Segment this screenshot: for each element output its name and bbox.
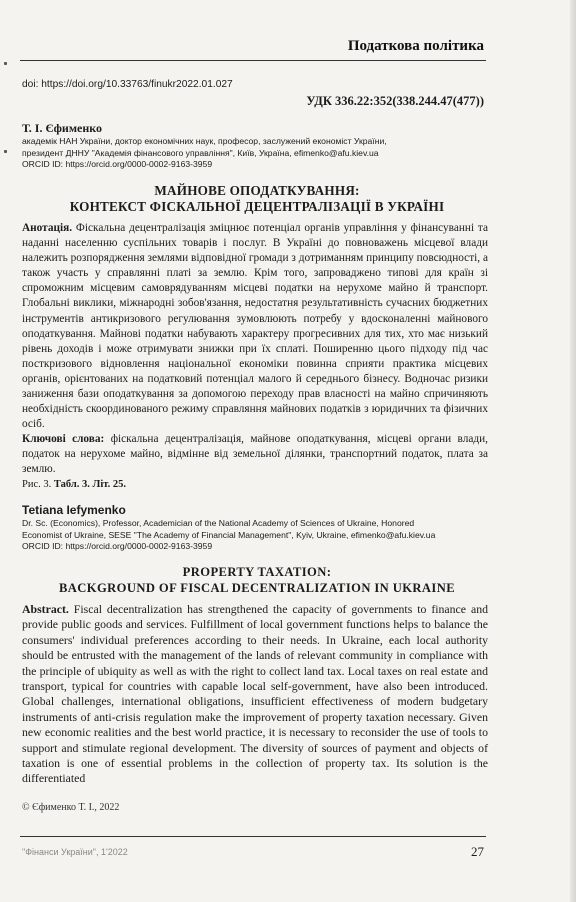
- author-block-ua: [22, 121, 492, 171]
- author-block-en: [22, 503, 492, 553]
- footer-rule: [20, 836, 486, 837]
- scan-edge: [570, 0, 576, 902]
- article-title-en: [22, 564, 492, 596]
- header-rule: [20, 60, 486, 61]
- udc-code: УДК 336.22:352(338.244.47(477)): [306, 94, 484, 108]
- author-affiliation-ua: академік НАН України, доктор економічних наук, професор, заслужений економіст України,: [22, 136, 387, 146]
- title-en-line2: BACKGROUND OF FISCAL DECENTRALIZATION IN UKRAINE: [58, 581, 455, 595]
- title-ua-line2: КОНТЕКСТ ФІСКАЛЬНОЇ ДЕЦЕНТРАЛІЗАЦІЇ В УКРАЇНІ: [69, 199, 445, 214]
- author-affiliation-ua: президент ДННУ "Академія фінансового управління", Київ, Україна, efimenko@afu.kiev.ua: [22, 147, 379, 158]
- keywords-ua-text: фіскальна децентралізація, майнове оподаткування, місцеві органи влади, податок на нерухоме майно, відмінне від земельної ділянки, транспортний податок, плата за землю.: [22, 433, 489, 476]
- author-orcid-en[interactable]: ORCID ID: https://orcid.org/0000-0002-9163-3959: [22, 541, 213, 552]
- author-name-en: Tetiana Iefymenko: [22, 503, 126, 517]
- article-title-ua: [22, 183, 492, 215]
- abstract-en: [22, 602, 488, 787]
- author-orcid-ua[interactable]: ORCID ID: https://orcid.org/0000-0002-9163-3959: [22, 159, 213, 170]
- stats-rest: Табл. 3. Літ. 25.: [51, 479, 126, 490]
- author-affiliation-en: Dr. Sc. (Economics), Professor, Academician of the National Academy of Sciences of Ukraine, Honored: [22, 518, 415, 528]
- title-en-line1: PROPERTY TAXATION:: [182, 565, 332, 579]
- page-number: 27: [471, 844, 484, 859]
- copyright: © Єфименко Т. І., 2022: [22, 802, 120, 813]
- author-affiliation-en: Economist of Ukraine, SESE "The Academy of Financial Management", Kyiv, Ukraine, efimenko@afu.kiev.ua: [22, 529, 436, 540]
- journal-issue: "Фінанси України", 1'2022: [22, 847, 128, 857]
- doi-link[interactable]: doi: https://doi.org/10.33763/finukr2022.01.027: [22, 79, 233, 90]
- keywords-ua-label: Ключові слова:: [22, 433, 105, 445]
- abstract-ua-text: Фіскальна децентралізація зміцнює потенціал органів управління у фінансуванні та наданні населенню суспільних товарів і послуг. В Україні до повноважень місцевої влади належить розпорядження землями відповідної громади з дотриманням принципу повсюдності, а також участь у справлянні платі за землю. Крім того, запроваджено типові для країн зі спроможним місцевим самоврядуванням місцеві податки на нерухоме майно й транспорт. Глобальні виклики, міжнародні зобов'язання, недостатня результативність сучасних бюджетних інструментів антикризового регулювання зумовлюють потребу у вдосконаленні майнового оподаткування. Майнові податки набувають характеру прогресивних для тих, хто має низький рівень доходів і може отримувати знижки при їх сплаті. Поширенню цього підходу під час посткризового відновлення національної економіки повинна сприяти практика місцевих органів, орієнтованих на податковий потенціал малого й середнього бізнесу. Водночас ризики заниження бази оподаткування за допомогою переходу прав власності на майно спричиняють необхідність скоординованого режиму справляння майнових податків з юридичних та фізичних осіб.: [22, 222, 488, 431]
- abstract-en-label: Abstract.: [22, 602, 69, 616]
- author-name-ua: Т. І. Єфименко: [22, 121, 102, 135]
- abstract-ua: [22, 221, 488, 432]
- scan-mark: [4, 62, 7, 65]
- section-title: Податкова політика: [347, 38, 484, 54]
- abstract-ua-label: Анотація.: [22, 222, 73, 234]
- abstract-en-text: Fiscal decentralization has strengthened the capacity of governments to finance and provide public goods and services. Fulfillment of local government functions helps to balance the consumers' individual preferences according to their needs. In Ukraine, each local authority should be entrusted with the management of the lands of relevant community in compliance with the principle of ubiquity as well as with the right to collect land tax. Local taxes on real estate and transport, typical for countries with capable local self-government, have also been introduced. Global challenges, international obligations, insufficient effectiveness of modern budgetary instruments of anti-crisis regulation make the improvement of property taxation necessary. Given new economic realities and the best world practice, it is necessary to reconsider the use of tools to support and stimulate regional development. The diversity of sources of payment and objects of taxation is one of essential problems in the collection of property tax. Its solution is the differentiated: [22, 602, 488, 786]
- keywords-ua: [22, 432, 488, 477]
- title-ua-line1: МАЙНОВЕ ОПОДАТКУВАННЯ:: [154, 183, 360, 198]
- scan-mark: [4, 150, 7, 153]
- article-stats: [22, 479, 126, 490]
- stats-fig: Рис. 3.: [22, 479, 52, 490]
